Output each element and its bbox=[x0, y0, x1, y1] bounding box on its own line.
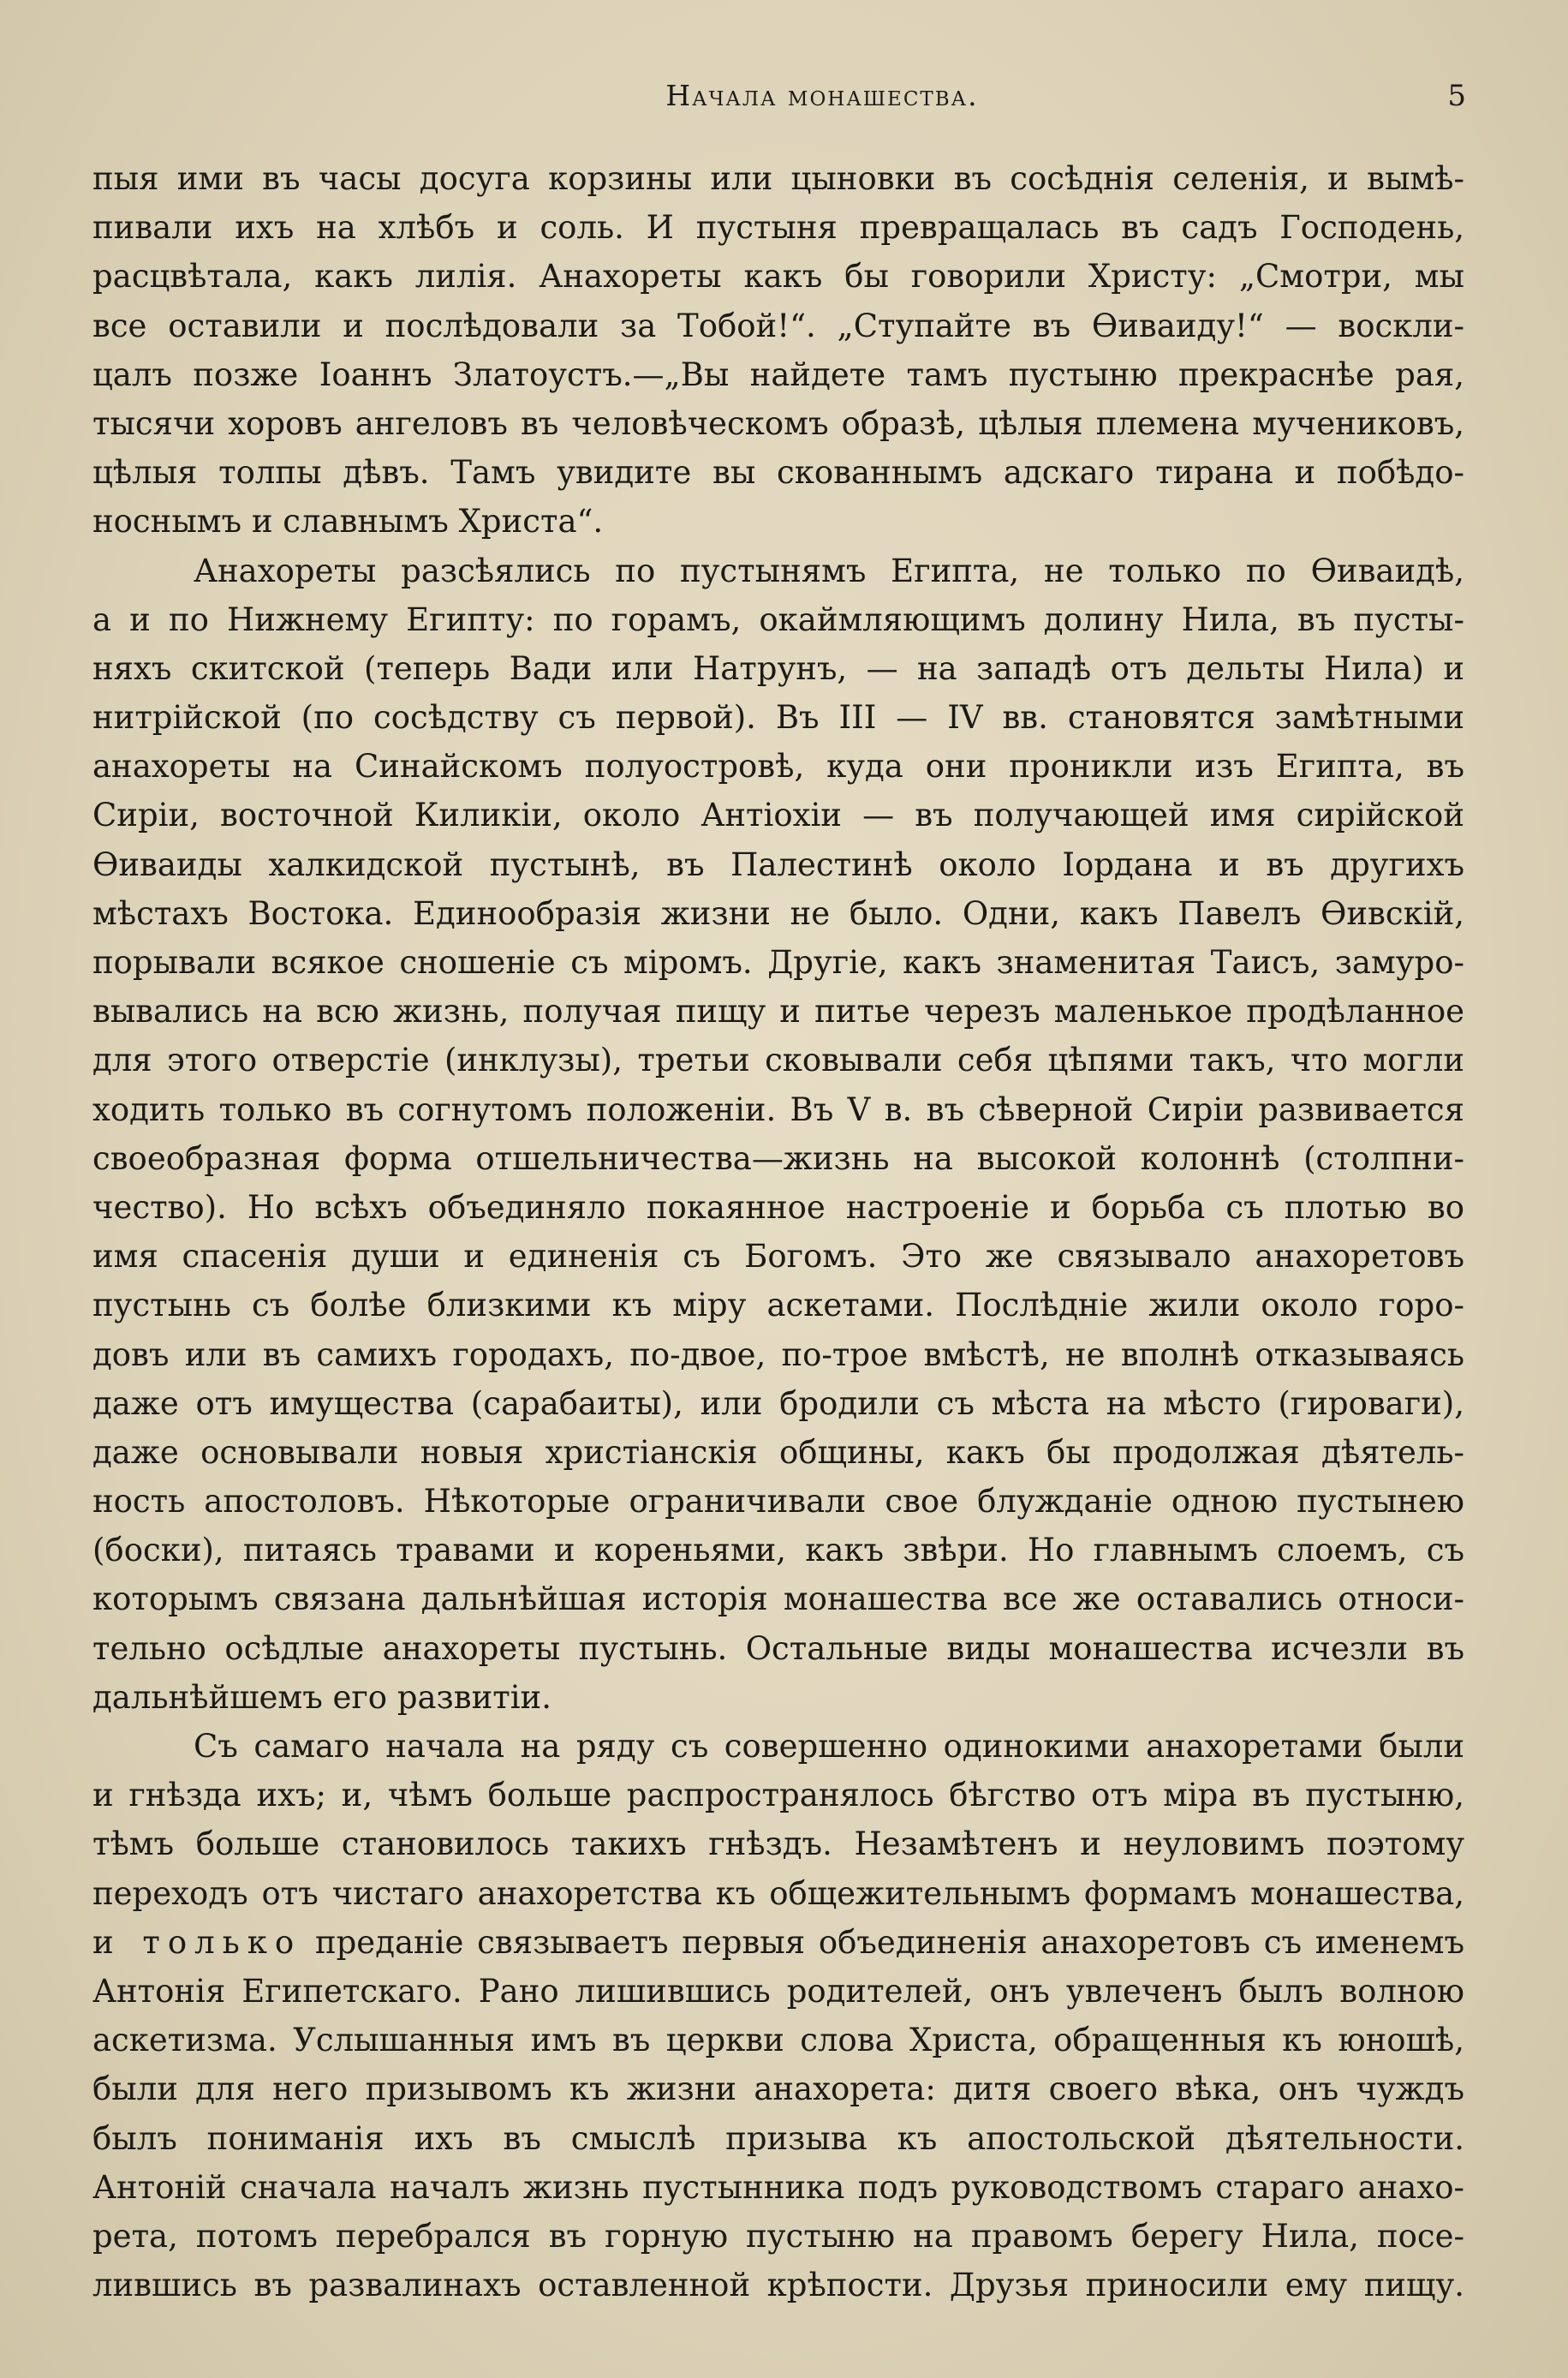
text-line: пивали ихъ на хлѣбъ и соль. И пустыня превращалась въ садъ Господень, bbox=[92, 209, 1464, 247]
text-line: тельно осѣдлые анахореты пустынь. Остальные виды монашества исчезли въ bbox=[92, 1629, 1464, 1667]
text-line: были для него призывомъ къ жизни анахорета: дитя своего вѣка, онъ чуждъ bbox=[92, 2070, 1464, 2108]
text-line: своеобразная форма отшельничества—жизнь на высокой колоннѣ (столпни- bbox=[92, 1139, 1464, 1177]
text-line: дальнѣйшемъ его развитіи. bbox=[92, 1678, 551, 1716]
text-line: Ѳиваиды халкидской пустынѣ, въ Палестинѣ около Іордана и въ другихъ bbox=[92, 845, 1464, 883]
text-line: няхъ скитской (теперь Вади или Натрунъ, — на западѣ отъ дельты Нила) и bbox=[92, 649, 1464, 687]
text-line: расцвѣтала, какъ лилія. Анахореты какъ бы говорили Христу: „Смотри, мы bbox=[92, 258, 1464, 296]
text-line: довъ или въ самихъ городахъ, по-двое, по-трое вмѣстѣ, не вполнѣ отказываясь bbox=[92, 1335, 1464, 1373]
text-line: даже основывали новыя христіанскія общины, какъ бы продолжая дѣятель- bbox=[92, 1433, 1464, 1471]
text-line: имя спасенія души и единенія съ Богомъ. Это же связывало анахоретовъ bbox=[92, 1238, 1464, 1276]
text-line-spaced bbox=[92, 1918, 1464, 1967]
text-line: даже отъ имущества (сарабаиты), или бродили съ мѣста на мѣсто (гироваги), bbox=[92, 1384, 1464, 1422]
text-line: носнымъ и славнымъ Христа“. bbox=[92, 503, 604, 541]
text-line: пыя ими въ часы досуга корзины или цыновки въ сосѣднія селенія, и вымѣ- bbox=[92, 160, 1464, 197]
page-header bbox=[171, 79, 1473, 130]
text-line: переходъ отъ чистаго анахоретства къ общежительнымъ формамъ монашества, bbox=[92, 1874, 1464, 1912]
text-line: порывали всякое сношеніе съ міромъ. Другіе, какъ знаменитая Таисъ, замуро- bbox=[92, 944, 1464, 981]
running-title: Начала монашества. bbox=[665, 79, 979, 112]
text-line: былъ пониманія ихъ въ смыслѣ призыва къ апостольской дѣятельности. bbox=[92, 2119, 1464, 2157]
text-line: Антонія Египетскаго. Рано лишившись родителей, онъ увлеченъ былъ волною bbox=[92, 1972, 1464, 2010]
paragraph-first-line: Съ самаго начала на ряду съ совершенно одинокими анахоретами были bbox=[194, 1728, 1464, 1765]
text-line: для этого отверстіе (инклузы), третьи сковывали себя цѣпями такъ, что могли bbox=[92, 1042, 1464, 1079]
text-line: Сиріи, восточной Киликіи, около Антіохіи — въ получающей имя сирійской bbox=[92, 797, 1464, 834]
paragraph-first-line: Анахореты разсѣялись по пустынямъ Египта, не только по Ѳиваидѣ, bbox=[194, 552, 1464, 589]
text-line: ходить только въ согнутомъ положеніи. Въ V в. въ сѣверной Сиріи развивается bbox=[92, 1090, 1464, 1128]
text-line: тѣмъ больше становилось такихъ гнѣздъ. Незамѣтенъ и неуловимъ поэтому bbox=[92, 1825, 1464, 1863]
text-line: нитрійской (по сосѣдству съ первой). Въ III — IV вв. становятся замѣтными bbox=[92, 699, 1464, 737]
text-line: рета, потомъ перебрался въ горную пустыню на правомъ берегу Нила, посе- bbox=[92, 2217, 1464, 2255]
text-line: все оставили и послѣдовали за Тобой!“. „Ступайте въ Ѳиваиду!“ — воскли- bbox=[92, 307, 1464, 344]
page-number: 5 bbox=[1447, 79, 1466, 113]
text-line: лившись въ развалинахъ оставленной крѣпости. Друзья приносили ему пищу. bbox=[92, 2267, 1464, 2304]
spaced-emphasis: и только bbox=[92, 1923, 302, 1961]
text-line: вывались на всю жизнь, получая пищу и питье черезъ маленькое продѣланное bbox=[92, 993, 1464, 1031]
text-line: цѣлыя толпы дѣвъ. Тамъ увидите вы скованнымъ адскаго тирана и побѣдо- bbox=[92, 454, 1464, 492]
text-line: (боски), питаясь травами и кореньями, какъ звѣри. Но главнымъ слоемъ, съ bbox=[92, 1532, 1464, 1569]
text-line: ность апостоловъ. Нѣкоторые ограничивали свое блужданіе одною пустынею bbox=[92, 1483, 1464, 1521]
text-line: которымъ связана дальнѣйшая исторія монашества все же оставались относи- bbox=[92, 1580, 1464, 1618]
text-line: тысячи хоровъ ангеловъ въ человѣческомъ образѣ, цѣлыя племена мучениковъ, bbox=[92, 404, 1464, 442]
text-line: а и по Нижнему Египту: по горамъ, окаймляющимъ долину Нила, въ пусты- bbox=[92, 600, 1464, 638]
text-line: цалъ позже Іоаннъ Златоустъ.—„Вы найдете тамъ пустыню прекраснѣе рая, bbox=[92, 356, 1464, 393]
text-line: чество). Но всѣхъ объединяло покаянное настроеніе и борьба съ плотью во bbox=[92, 1188, 1464, 1226]
text-line: мѣстахъ Востока. Единообразія жизни не было. Одни, какъ Павелъ Ѳивскій, bbox=[92, 894, 1464, 932]
body-text bbox=[92, 154, 1464, 2309]
text-line: и гнѣзда ихъ; и, чѣмъ больше распространялось бѣгство отъ міра въ пустыню, bbox=[92, 1777, 1464, 1814]
text-line-rest: преданіе связываетъ первыя объединенія анахоретовъ съ именемъ bbox=[314, 1923, 1464, 1961]
text-line: аскетизма. Услышанныя имъ въ церкви слова Христа, обращенныя къ юношѣ, bbox=[92, 2022, 1464, 2059]
text-line: анахореты на Синайскомъ полуостровѣ, куда они проникли изъ Египта, въ bbox=[92, 748, 1464, 786]
text-line: пустынь съ болѣе близкими къ міру аскетами. Послѣдніе жили около горо- bbox=[92, 1287, 1464, 1324]
text-line: Антоній сначала началъ жизнь пустынника подъ руководствомъ стараго анахо- bbox=[92, 2168, 1464, 2206]
